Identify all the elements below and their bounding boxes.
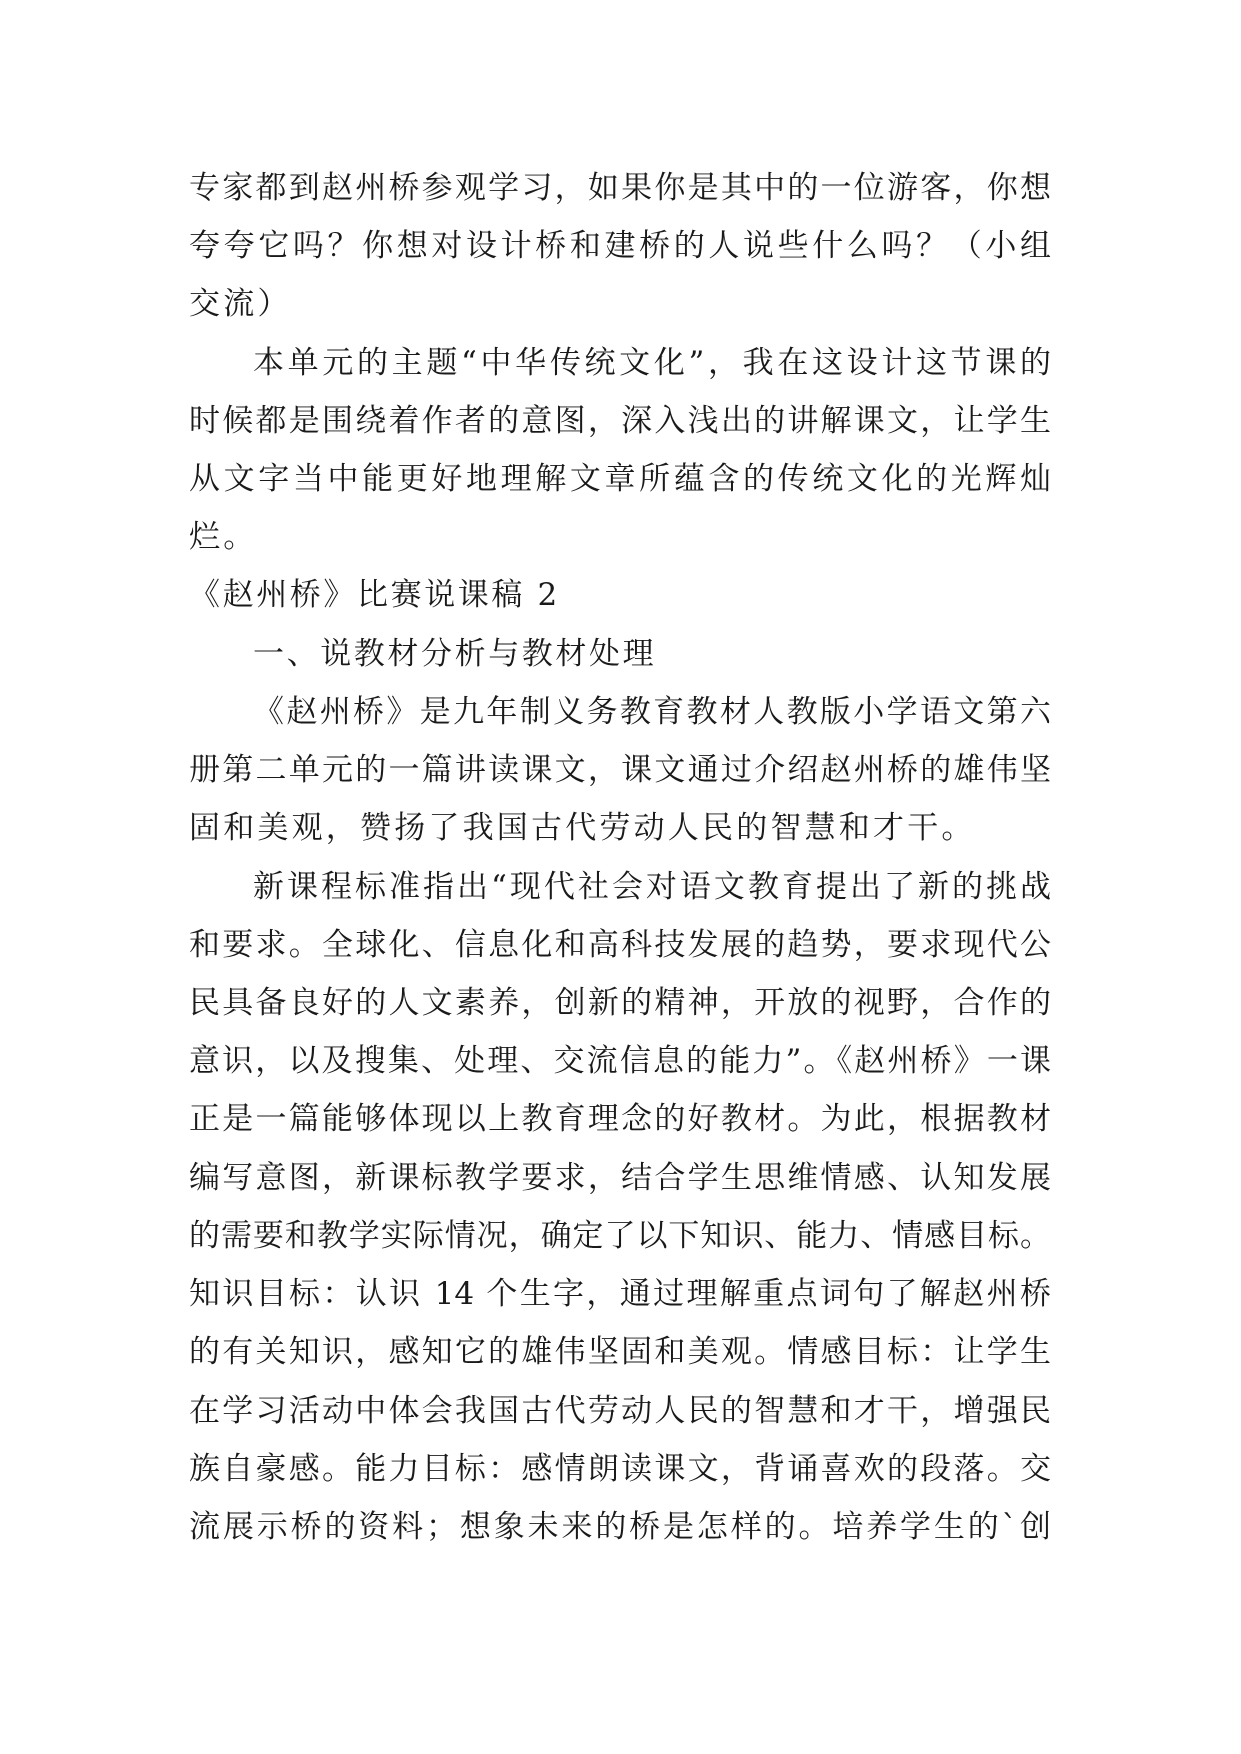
- text-line: 时候都是围绕着作者的意图，深入浅出的讲解课文，让学生: [189, 403, 1051, 439]
- text-line: 知识目标：认识 14 个生字，通过理解重点词句了解赵州桥: [189, 1276, 1051, 1312]
- paragraph-first-line: 新课程标准指出“现代社会对语文教育提出了新的挑战: [253, 869, 1051, 905]
- text-line: 族自豪感。能力目标：感情朗读课文，背诵喜欢的段落。交: [189, 1451, 1051, 1487]
- text-line: 固和美观，赞扬了我国古代劳动人民的智慧和才干。: [189, 810, 976, 846]
- text-line: 夸夸它吗？你想对设计桥和建桥的人说些什么吗？（小组: [189, 228, 1051, 264]
- text-line: 民具备良好的人文素养，创新的精神，开放的视野，合作的: [189, 985, 1051, 1021]
- text-line: 编写意图，新课标教学要求，结合学生思维情感、认知发展: [189, 1160, 1051, 1196]
- text-line: 烂。: [189, 519, 258, 555]
- paragraph-first-line: 《赵州桥》是九年制义务教育教材人教版小学语文第六: [253, 694, 1051, 730]
- section-subtitle: 一、说教材分析与教材处理: [253, 636, 657, 672]
- text-line: 和要求。全球化、信息化和高科技发展的趋势，要求现代公: [189, 927, 1051, 963]
- text-line: 的有关知识，感知它的雄伟坚固和美观。情感目标：让学生: [189, 1334, 1051, 1370]
- text-line: 意识，以及搜集、处理、交流信息的能力”。《赵州桥》一课: [189, 1043, 1051, 1079]
- text-line: 专家都到赵州桥参观学习，如果你是其中的一位游客，你想: [189, 170, 1051, 206]
- text-line: 正是一篇能够体现以上教育理念的好教材。为此，根据教材: [189, 1101, 1051, 1137]
- text-line: 交流）: [189, 286, 292, 322]
- text-line: 的需要和教学实际情况，确定了以下知识、能力、情感目标。: [189, 1218, 1051, 1254]
- text-line: 从文字当中能更好地理解文章所蕴含的传统文化的光辉灿: [189, 461, 1051, 497]
- text-line: 在学习活动中体会我国古代劳动人民的智慧和才干，增强民: [189, 1393, 1051, 1429]
- paragraph-first-line: 本单元的主题“中华传统文化”，我在这设计这节课的: [253, 345, 1051, 381]
- section-title: 《赵州桥》比赛说课稿 2: [189, 577, 560, 613]
- text-line: 册第二单元的一篇讲读课文，课文通过介绍赵州桥的雄伟坚: [189, 752, 1051, 788]
- text-line: 流展示桥的资料；想象未来的桥是怎样的。培养学生的`创: [189, 1509, 1051, 1545]
